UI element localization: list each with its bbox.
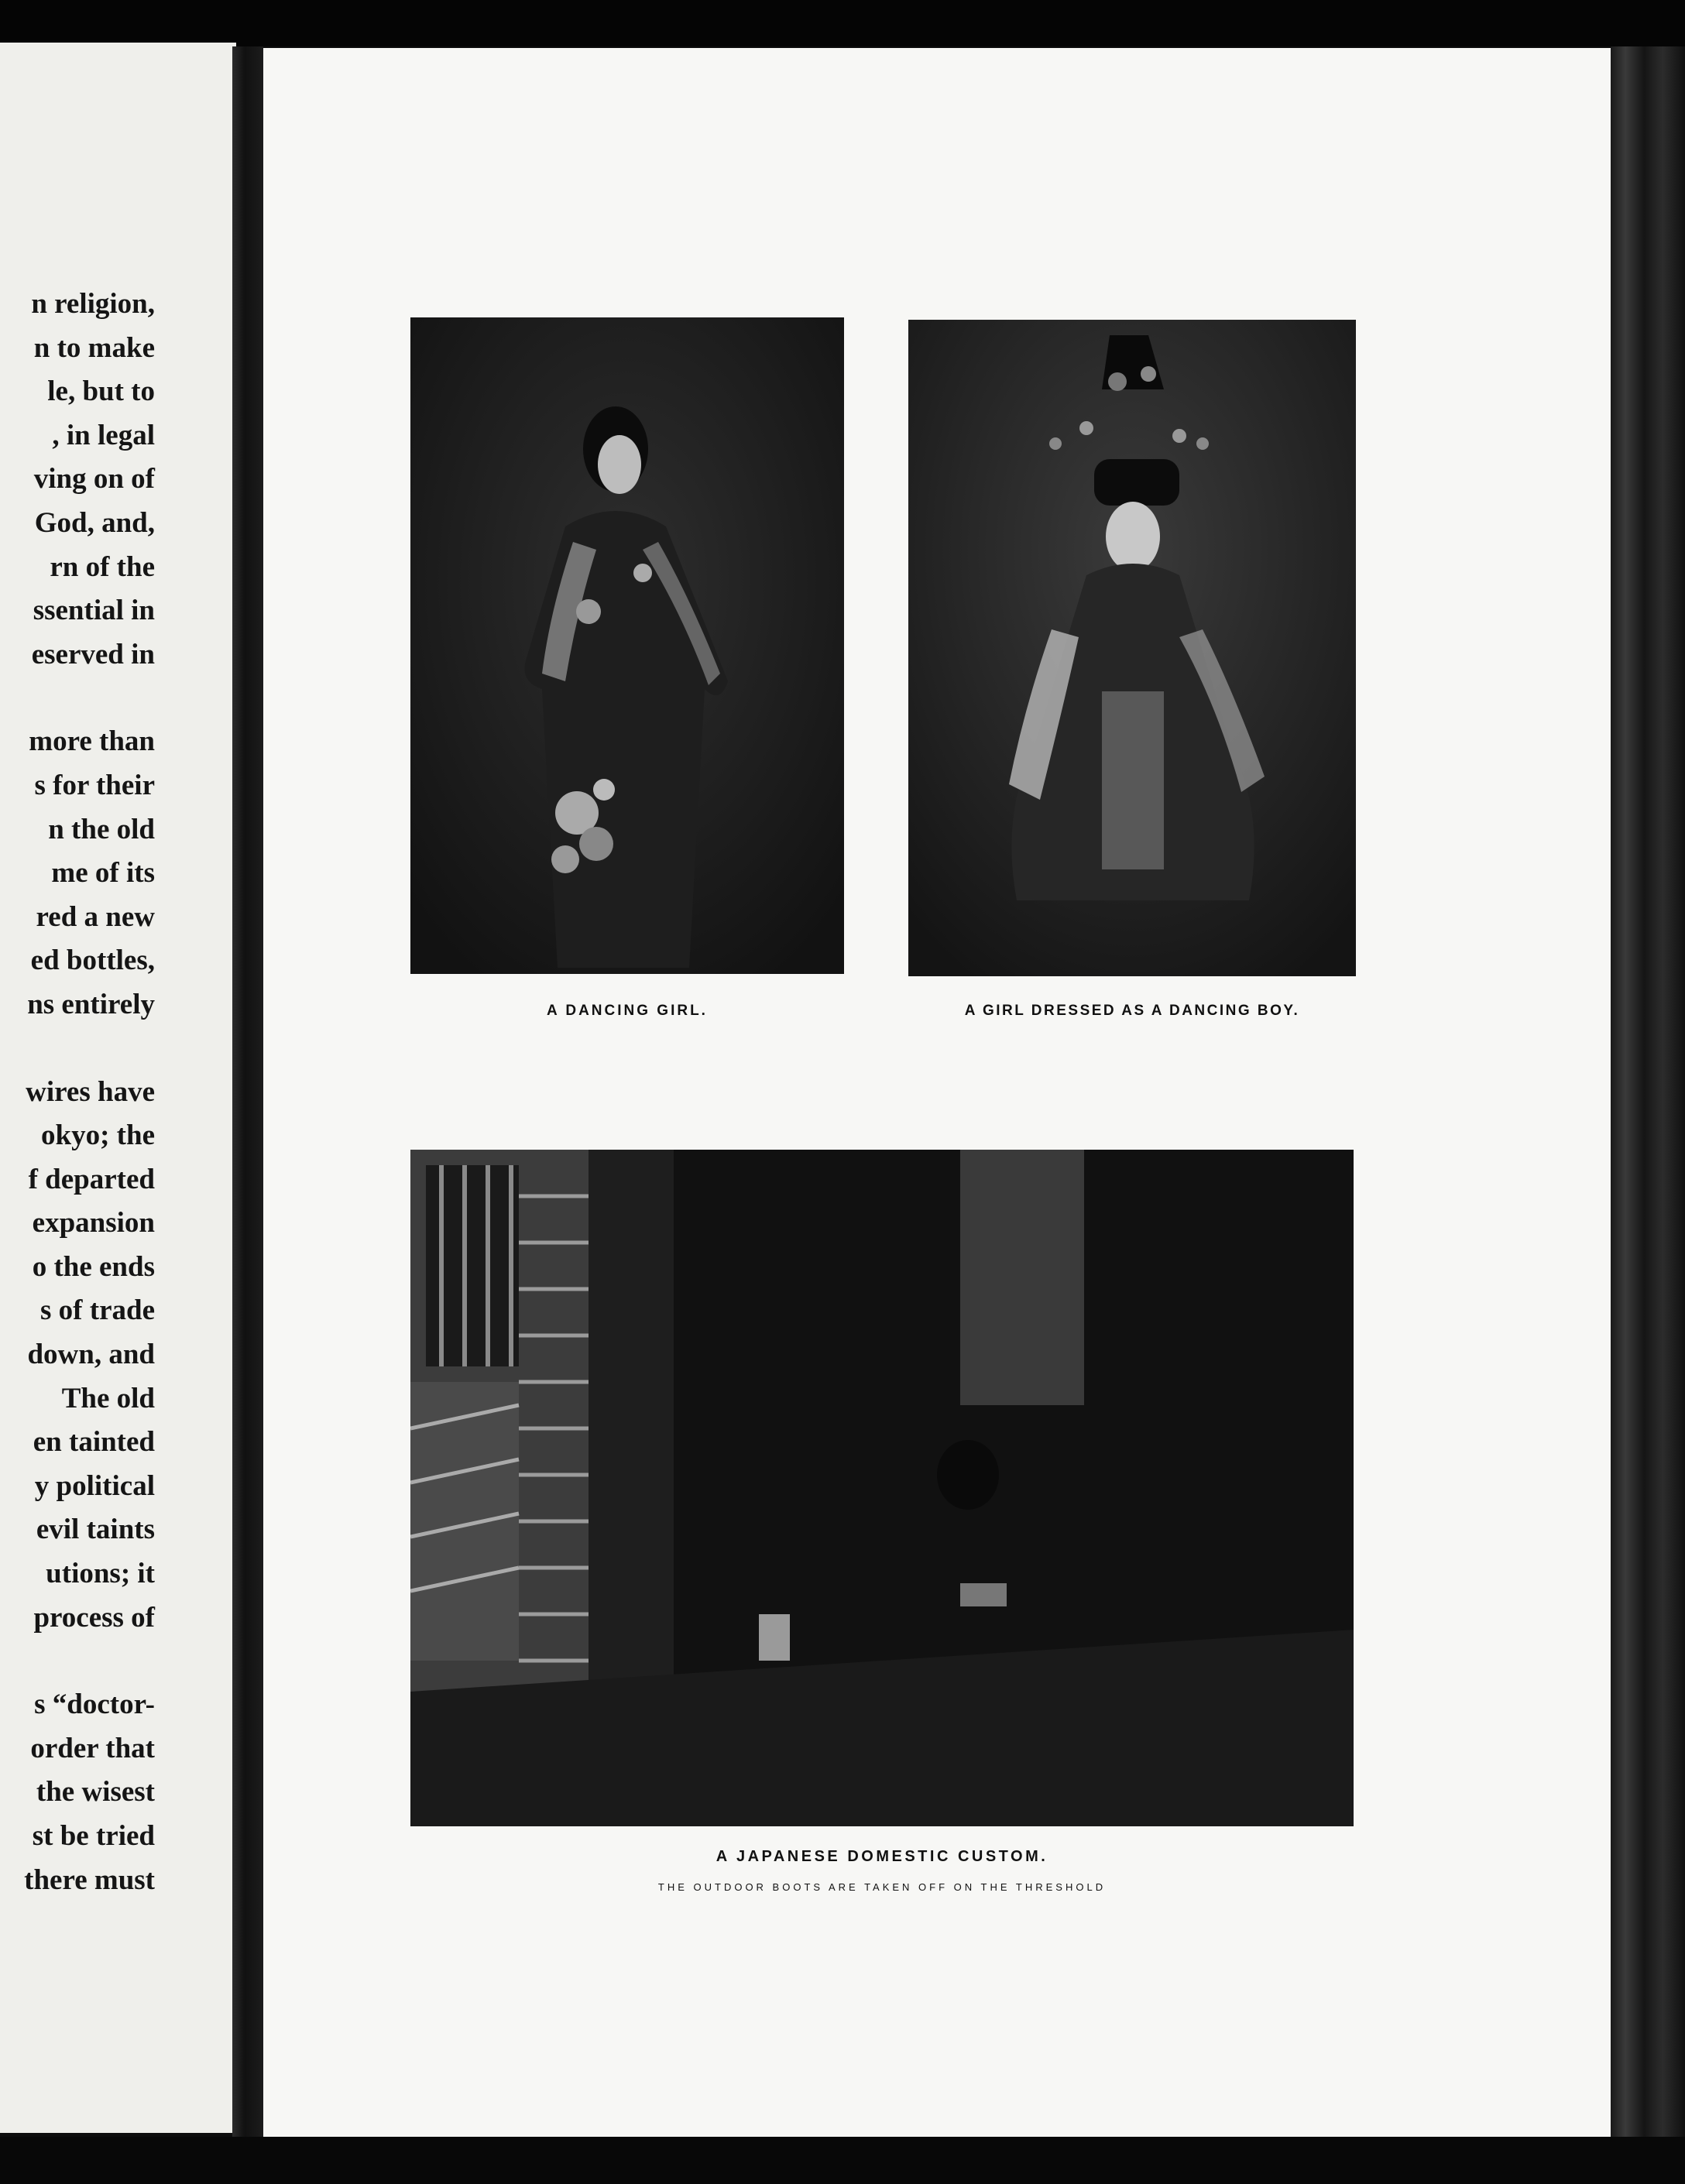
text-line: there must (24, 1863, 155, 1896)
domestic-custom-photo (410, 1150, 1354, 1826)
paragraph-break (0, 677, 155, 720)
text-line: ns entirely (27, 988, 155, 1020)
domestic-custom-caption: A JAPANESE DOMESTIC CUSTOM. (716, 1848, 1048, 1865)
scan-background-top (0, 0, 1685, 46)
facing-page (0, 43, 236, 2133)
paragraph-break (0, 1640, 155, 1683)
text-line: s for their (34, 769, 155, 801)
text-line: red a new (36, 900, 155, 933)
text-line: ed bottles, (30, 945, 155, 977)
text-line: more than (29, 725, 155, 758)
text-line: order that (30, 1732, 155, 1764)
text-line: the wisest (36, 1776, 155, 1809)
scan-background-bottom (0, 2137, 1685, 2184)
text-line: expansion (32, 1207, 155, 1239)
text-line: , in legal (52, 419, 155, 451)
text-line: The old (61, 1382, 155, 1414)
text-line: en tainted (33, 1426, 155, 1459)
text-line: ssential in (33, 595, 155, 627)
text-line: eserved in (31, 638, 155, 670)
text-line: s of trade (40, 1294, 155, 1327)
text-line: rn of the (50, 550, 155, 583)
book-gutter (232, 46, 263, 2137)
text-line: st be tried (32, 1820, 155, 1852)
dancing-girl-caption: A DANCING GIRL. (547, 1003, 708, 1019)
text-line: utions; it (46, 1558, 155, 1590)
text-line: God, and, (34, 506, 155, 539)
text-line: evil taints (36, 1514, 155, 1546)
dancing-boy-caption: A GIRL DRESSED AS A DANCING BOY. (964, 1003, 1300, 1019)
text-line: n to make (33, 331, 155, 364)
text-line: n the old (48, 813, 155, 845)
dancing-girl-photo (410, 317, 844, 974)
text-line: me of its (51, 857, 155, 890)
dancing-boy-photo (908, 320, 1356, 976)
text-line: okyo; the (41, 1119, 155, 1152)
text-line: n religion, (31, 288, 155, 320)
text-line: process of (33, 1601, 155, 1634)
text-line: f departed (28, 1163, 155, 1195)
text-line: le, but to (47, 375, 155, 408)
text-line: ving on of (33, 463, 155, 495)
paragraph-break (0, 1027, 155, 1071)
domestic-custom-subcaption: THE OUTDOOR BOOTS ARE TAKEN OFF ON THE THRESHOLD (657, 1881, 1107, 1893)
text-line: wires have (26, 1075, 155, 1108)
facing-page-text (0, 283, 155, 1902)
book-edge (1611, 46, 1685, 2184)
text-line: o the ends (32, 1250, 155, 1283)
text-line: s “doctor- (34, 1689, 155, 1721)
text-line: y political (34, 1469, 155, 1502)
text-line: down, and (27, 1339, 155, 1371)
